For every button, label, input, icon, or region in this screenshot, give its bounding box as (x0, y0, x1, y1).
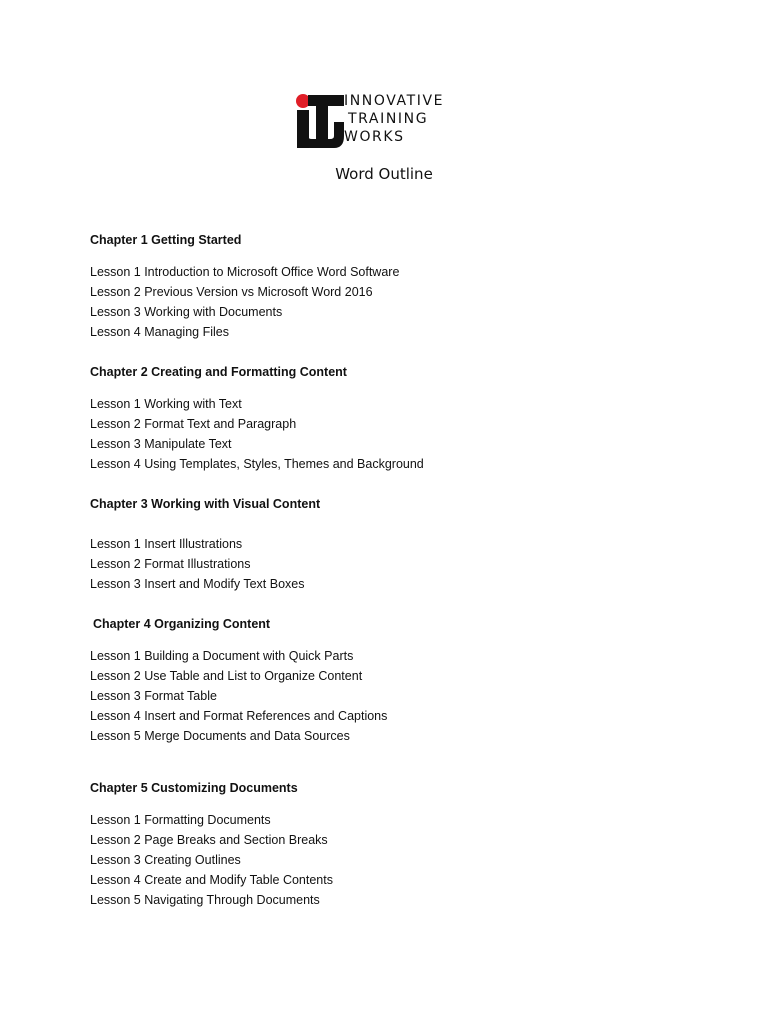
lesson-item: Lesson 3 Manipulate Text (90, 437, 232, 451)
lesson-item: Lesson 4 Using Templates, Styles, Themes and Background (90, 457, 424, 471)
chapter-2 (90, 362, 710, 474)
lesson-item: Lesson 1 Formatting Documents (90, 813, 271, 827)
chapter-title: Chapter 1 Getting Started (90, 233, 242, 247)
lesson-item: Lesson 5 Navigating Through Documents (90, 893, 320, 907)
lesson-item: Lesson 2 Page Breaks and Section Breaks (90, 833, 328, 847)
chapter-1 (90, 230, 710, 342)
document-title: Word Outline (335, 165, 433, 183)
lesson-item: Lesson 3 Working with Documents (90, 305, 283, 319)
lesson-item: Lesson 1 Insert Illustrations (90, 537, 243, 551)
chapter-title: Chapter 5 Customizing Documents (90, 781, 298, 795)
chapter-title: Chapter 2 Creating and Formatting Content (90, 365, 347, 379)
lesson-item: Lesson 1 Working with Text (90, 397, 242, 411)
company-logo (294, 92, 494, 152)
lesson-item: Lesson 3 Creating Outlines (90, 853, 241, 867)
lesson-item: Lesson 2 Format Illustrations (90, 557, 251, 571)
lesson-item: Lesson 4 Managing Files (90, 325, 229, 339)
chapter-title: Chapter 4 Organizing Content (93, 617, 271, 631)
lesson-item: Lesson 2 Previous Version vs Microsoft Word 2016 (90, 285, 373, 299)
course-outline (90, 230, 710, 930)
lesson-list (90, 810, 710, 910)
lesson-item: Lesson 1 Introduction to Microsoft Office Word Software (90, 265, 400, 279)
chapter-5 (90, 778, 710, 910)
lesson-item: Lesson 1 Building a Document with Quick Parts (90, 649, 354, 663)
chapter-4 (90, 614, 710, 746)
logo-wordmark (344, 92, 494, 146)
chapter-3 (90, 494, 710, 594)
lesson-list (90, 534, 710, 594)
lesson-item: Lesson 3 Insert and Modify Text Boxes (90, 577, 305, 591)
lesson-item: Lesson 3 Format Table (90, 689, 217, 703)
logo-word-training: TRAINING (348, 111, 429, 127)
lesson-item: Lesson 4 Create and Modify Table Contents (90, 873, 333, 887)
logo-word-innovative: INNOVATIVE (344, 93, 445, 109)
chapter-title: Chapter 3 Working with Visual Content (90, 497, 321, 511)
itw-logo-icon (294, 92, 346, 150)
lesson-list (90, 262, 710, 342)
lesson-item: Lesson 2 Format Text and Paragraph (90, 417, 297, 431)
lesson-list (90, 646, 710, 746)
lesson-item: Lesson 4 Insert and Format References and Captions (90, 709, 388, 723)
lesson-list (90, 394, 710, 474)
logo-word-works: WORKS (344, 129, 405, 145)
lesson-item: Lesson 2 Use Table and List to Organize Content (90, 669, 363, 683)
lesson-item: Lesson 5 Merge Documents and Data Sources (90, 729, 350, 743)
